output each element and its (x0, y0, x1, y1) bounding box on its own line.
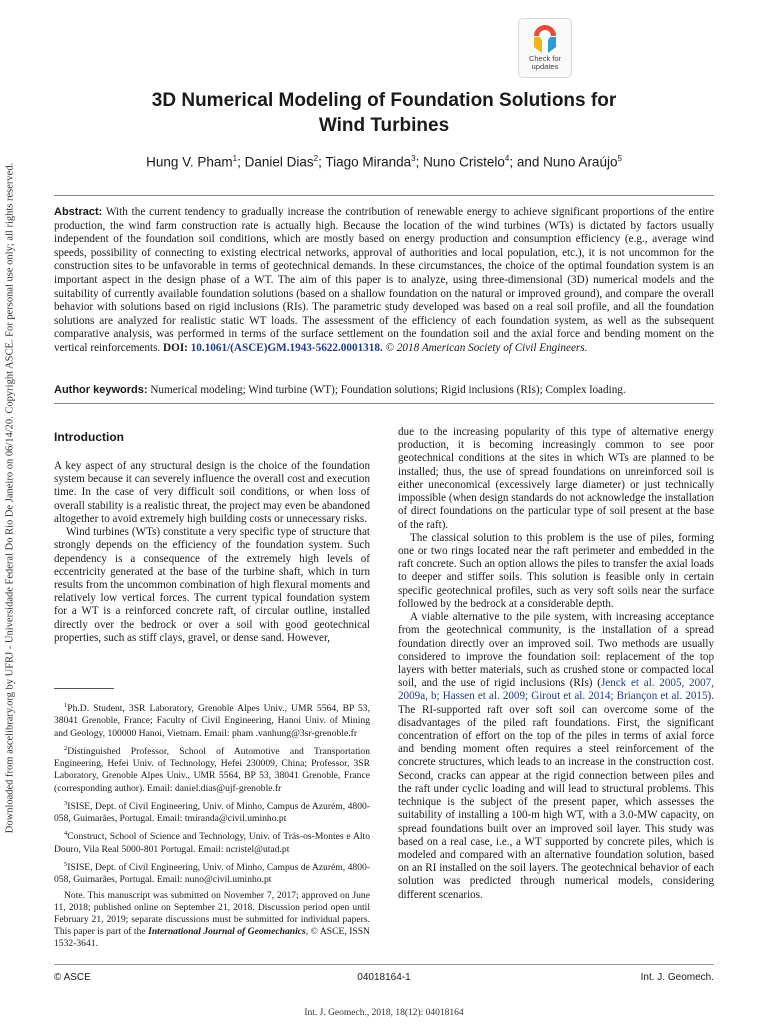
badge-line-2: updates (531, 62, 559, 71)
footnote-5: $^5$ISISE, Dept. of Civil Engineering, Univ. of Minho, Campus de Azurém, 4800-058, Guimarães, Portugal. Email: nuno@civil.uminho.pt (54, 860, 370, 886)
footnote-4: $^4$Construct, School of Science and Technology, Univ. of Trás-os-Montes e Alto Douro, Vila Real 5000-801 Portugal. Email: ncristel@utad.pt (54, 830, 370, 855)
intro-paragraph-4: The classical solution to this problem is the use of piles, forming one or two rings located near the raft perimeter and embedded in the raft concrete. Such an option allows the piles to transfer the axial loads to deeper and stiffer soils. This solution is feasible only in certain specific geotechnical profiles, such as very soft soils near the surface followed by the bedrock at a considerable depth. (398, 531, 714, 610)
author-list: Hung V. Pham$^1$; Daniel Dias$^2$; Tiago Miranda$^3$; Nuno Cristelo$^4$; and Nuno Araújo$^5$ (146, 154, 622, 170)
footer-publisher: © ASCE (54, 972, 91, 983)
keywords-text: Numerical modeling; Wind turbine (WT); Foundation solutions; Rigid inclusions (RIs); Complex loading. (150, 384, 626, 396)
title-line-1: 3D Numerical Modeling of Foundation Solutions for (151, 90, 617, 111)
check-for-updates-badge[interactable] (518, 18, 572, 78)
author-affiliation-mark: 2 (313, 154, 319, 163)
author-name: Nuno Araújo (543, 154, 618, 170)
author-affiliation-mark: 5 (617, 154, 622, 163)
doi-link[interactable]: 10.1061/(ASCE)GM.1943-5622.0001318. (190, 341, 383, 354)
title-line-2: Wind Turbines (318, 115, 450, 136)
download-side-note: Downloaded from ascelibrary.org by UFRJ - Universidade Federal Do Rio De Janeiro on 06/14/20. Copyright ASCE. For personal use only; all rights reserved. (4, 162, 16, 834)
bottom-citation: Int. J. Geomech., 2018, 18(12): 04018164 (304, 1008, 464, 1018)
intro-paragraph-1: A key aspect of any structural design is the choice of the foundation system because it can severely influence the overall cost and execution time. In the case of very difficult soil conditions, or when loss of overall stability is a realistic threat, the project may even be abandoned altogether to avoid extremely high building costs or unnecessary risks. (54, 460, 370, 525)
abstract-text: With the current tendency to gradually increase the contribution of renewable energy to achieve significant proportions of the entire production, the wind farm construction rate is actually high. Because the location of the wind turbines (WTs) is dictated by factors usually independent of the foundation soil conditions, which are mostly based on energy production and consumption efficiency (e.g., average wind speeds, possibility of connecting to existing electrical networks, approval of authorities and local population, etc.), it is not uncommon for the construction sites to be unfavorable in terms of geotechnical demands. In these circumstances, the choice of the optimal foundation system is an important aspect in the design phase of a WT. The aim of this paper is to analyze, using three-dimensional (3D) numerical models and the suitability of currently available foundation solutions (based on a shallow foundation on the natural or improved ground), and compare the overall behavior with solutions based on rigid inclusions (RIs). The parametric study developed was based on a real soil profile, and all the foundation solutions are analyzed for realistic static WT loads. The assessment of the efficiency of each foundation system, as well as the subsequent comparative analysis, was performed in terms of the surface settlement on the foundation soil and the axial force and bending moment on the vertical reinforcements. (54, 206, 714, 354)
footnote-rule (54, 688, 114, 689)
section-heading-introduction: Introduction (54, 430, 124, 444)
right-column-body (398, 426, 714, 902)
footer-journal: Int. J. Geomech. (640, 972, 714, 983)
author-affiliation-mark: 3 (411, 154, 416, 163)
author-affiliation-mark: 1 (232, 154, 238, 163)
paper-title (60, 88, 708, 138)
abstract-copyright: © 2018 American Society of Civil Engineers. (385, 341, 588, 354)
abstract-label: Abstract: (54, 206, 103, 218)
abstract-bottom-rule (54, 403, 714, 404)
author-name: Daniel Dias (244, 154, 314, 170)
footer-rule (54, 964, 714, 965)
footnote-2: $^2$Distinguished Professor, School of Automotive and Transportation Engineering, Hefei Univ. of Technology, Hefei 230009, China; Professor, 3SR Laboratory, Grenoble Alpes Univ., UMR 5564, BP 53, 38041 Grenoble, France (corresponding author). Email: daniel.dias@ujf-grenoble.fr (54, 744, 370, 794)
reference-links[interactable]: Jenck et al. 2005, 2007, 2009a, b; Hassen et al. 2009; Girout et al. 2014; Briançon et al. 2015 (398, 677, 714, 703)
crossmark-icon (532, 23, 558, 55)
author-name: Hung V. Pham (146, 154, 233, 170)
author-name: Tiago Miranda (325, 154, 412, 170)
author-keywords (54, 383, 714, 397)
footer-page-id: 04018164-1 (357, 972, 411, 983)
footnote-1: $^1$Ph.D. Student, 3SR Laboratory, Grenoble Alpes Univ., UMR 5564, BP 53, 38041 Grenoble, France; Faculty of Civil Engineering, Hanoi Univ. of Mining and Geology, 100000 Hanoi, Vietnam. Email: pham .vanhung@3sr-grenoble.fr (54, 702, 370, 739)
abstract (54, 206, 714, 356)
submission-note: Note. This manuscript was submitted on November 7, 2017; approved on June 11, 2018; published online on September 21, 2018. Discussion period open until February 21, 2019; separate discussions must be submitted for individual papers. This paper is part of the International Journal of Geomechanics, © ASCE, ISSN 1532-3641. (54, 889, 370, 950)
doi-label: DOI: (163, 341, 188, 354)
abstract-top-rule (54, 195, 714, 196)
affiliation-footnotes (54, 700, 370, 951)
author-name: Nuno Cristelo (423, 154, 505, 170)
badge-line-1: Check for (528, 54, 562, 63)
keywords-label: Author keywords: (54, 384, 148, 396)
intro-paragraph-3: due to the increasing popularity of this type of alternative energy production, it is becoming increasingly common to see poor geotechnical conditions at the sites in which WTs are planned to be installed; thus, the use of spread foundations on unreinforced soil is either uneconomical (excessively large diameter) or just technically impossible (when design standards do not acknowledge the installation of direct foundations on the particular type of soil present at the base of the raft). (398, 426, 714, 531)
author-affiliation-mark: 4 (504, 154, 510, 163)
intro-paragraph-2: Wind turbines (WTs) constitute a very specific type of structure that strongly depends on the efficiency of the foundation system. Such dependency is a consequence of the extremely high levels of eccentricity generated at the base of the turbine shaft, which in turn results from the uncommon combination of high flexural moments and relatively low vertical forces. The current typical foundation system for a WT is a reinforced concrete raft, of circular outline, installed directly over the bedrock or over a soil with good geotechnical properties, such as stiff clays, gravel, or dense sand. However, (54, 526, 370, 644)
footnote-3: $^3$ISISE, Dept. of Civil Engineering, Univ. of Minho, Campus de Azurém, 4800-058, Guimarães, Portugal. Email: tmiranda@civil.uminho.pt (54, 799, 370, 825)
journal-name: International Journal of Geomechanics (148, 926, 306, 938)
left-column-body (54, 460, 370, 645)
intro-paragraph-5: A viable alternative to the pile system, with increasing acceptance from the geotechnical community, is the installation of a spread foundation directly over an improved soil. Two methods are usually considered to improve the foundation soil: replacement of the top layers with better materials, such as crushed stone or compacted local soil, and the use of rigid inclusions (RIs) (Jenck et al. 2005, 2007, 2009a, b; Hassen et al. 2009; Girout et al. 2014; Briançon et al. 2015). The RI-supported raft over soft soil can overcome some of the disadvantages of the piled raft foundations. First, the significant concentration of effort on the top of the piles in terms of axial force and bending moment often requires a steel reinforcement of the concrete structures, which leads to an increase in the construction cost. Second, cracks can appear at the rigid connection between piles and the raft under cyclic loading and will lead to structural problems. This technique is the subject of the present paper, which assesses the suitability of installing a 100-m high WT, with a 3.0-MW capacity, on spread foundations built over an improved soil layer. This study was based on a real case, i.e., a WT supported by concrete piles, which is modeled and compared with an alternative foundation solution, based on an RI installed on the soil layers. The geotechnical behavior of each solution was predicted through numerical models, considering different scenarios. (398, 611, 714, 901)
